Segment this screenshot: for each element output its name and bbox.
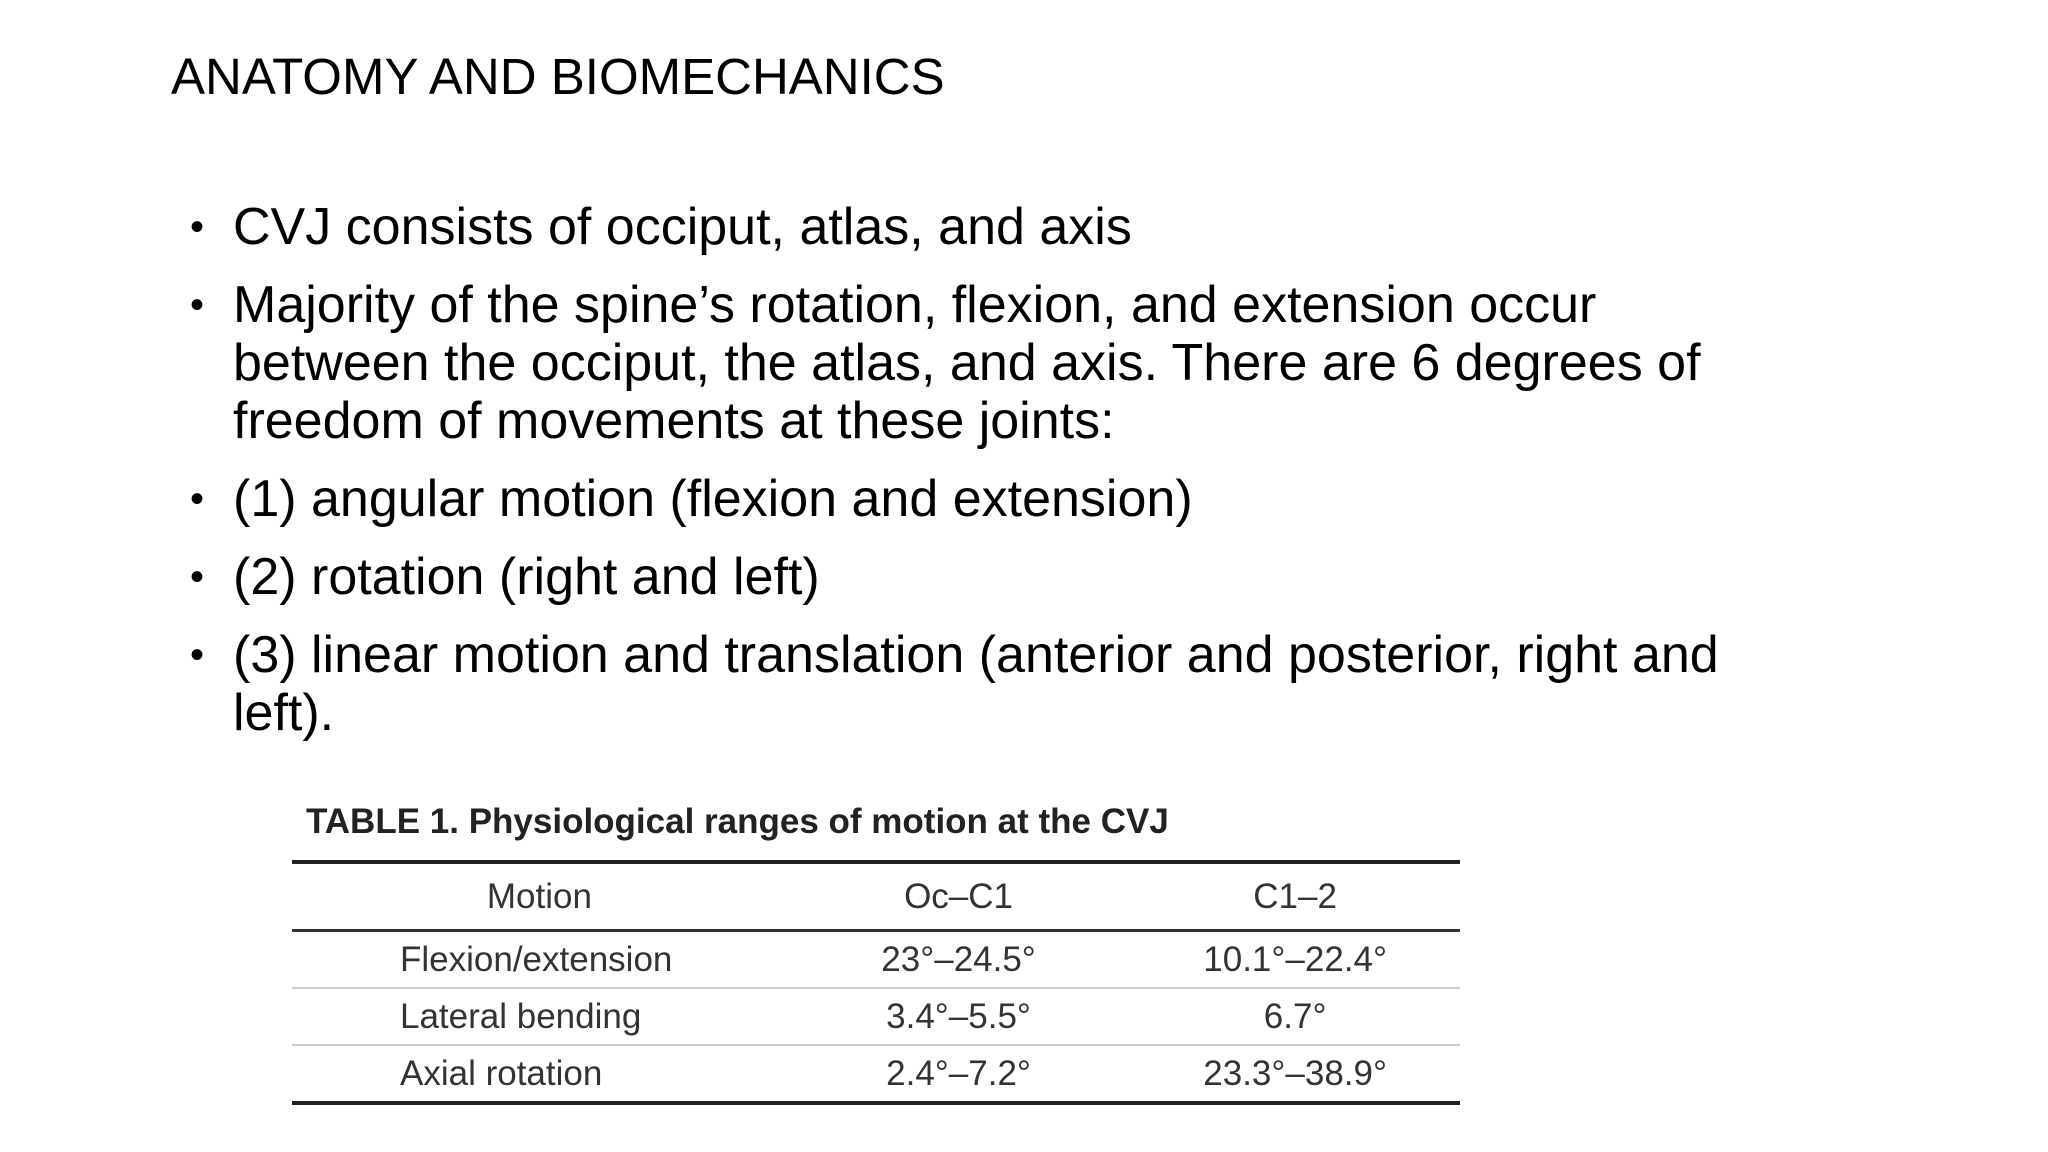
bullet-dot-icon: • xyxy=(190,633,205,677)
bullet-item xyxy=(190,470,1790,528)
bullet-list xyxy=(190,198,1790,762)
table-header-row xyxy=(292,862,1460,931)
table-row xyxy=(292,931,1460,989)
bullet-item xyxy=(190,626,1790,742)
cell-oc-c1: 2.4°–7.2° xyxy=(787,1045,1130,1103)
bullet-text: (3) linear motion and translation (anterior and posterior, right and left). xyxy=(233,626,1719,742)
bullet-dot-icon: • xyxy=(190,555,205,599)
slide-title: ANATOMY AND BIOMECHANICS xyxy=(171,48,945,105)
cell-motion: Axial rotation xyxy=(292,1045,787,1103)
table-row xyxy=(292,1045,1460,1103)
bullet-dot-icon: • xyxy=(190,205,205,249)
motion-range-table xyxy=(292,860,1460,1105)
motion-table-figure xyxy=(292,798,1460,1105)
cell-oc-c1: 3.4°–5.5° xyxy=(787,988,1130,1045)
bullet-dot-icon: • xyxy=(190,477,205,521)
bullet-text: CVJ consists of occiput, atlas, and axis xyxy=(233,198,1132,256)
bullet-text: (1) angular motion (flexion and extension) xyxy=(233,470,1193,528)
header-motion: Motion xyxy=(292,862,787,931)
cell-oc-c1: 23°–24.5° xyxy=(881,939,1036,979)
table-row xyxy=(292,988,1460,1045)
bullet-text: Majority of the spine’s rotation, flexion, and extension occur between the occiput, the atlas, and axis. There are 6 degrees of freedom of movements at these joints: xyxy=(233,276,1701,450)
cell-c1-2: 6.7° xyxy=(1130,988,1460,1045)
table-caption: TABLE 1. Physiological ranges of motion at the CVJ xyxy=(306,802,1169,841)
bullet-item xyxy=(190,198,1790,256)
cell-c1-2: 23.3°–38.9° xyxy=(1130,1045,1460,1103)
bullet-item xyxy=(190,276,1790,450)
header-oc-c1: Oc–C1 xyxy=(787,862,1130,931)
cell-motion: Lateral bending xyxy=(292,988,787,1045)
cell-c1-2: 10.1°–22.4° xyxy=(1203,939,1387,979)
bullet-text: (2) rotation (right and left) xyxy=(233,548,820,606)
cell-motion: Flexion/extension xyxy=(400,939,673,979)
bullet-dot-icon: • xyxy=(190,283,205,327)
header-c1-2: C1–2 xyxy=(1130,862,1460,931)
bullet-item xyxy=(190,548,1790,606)
